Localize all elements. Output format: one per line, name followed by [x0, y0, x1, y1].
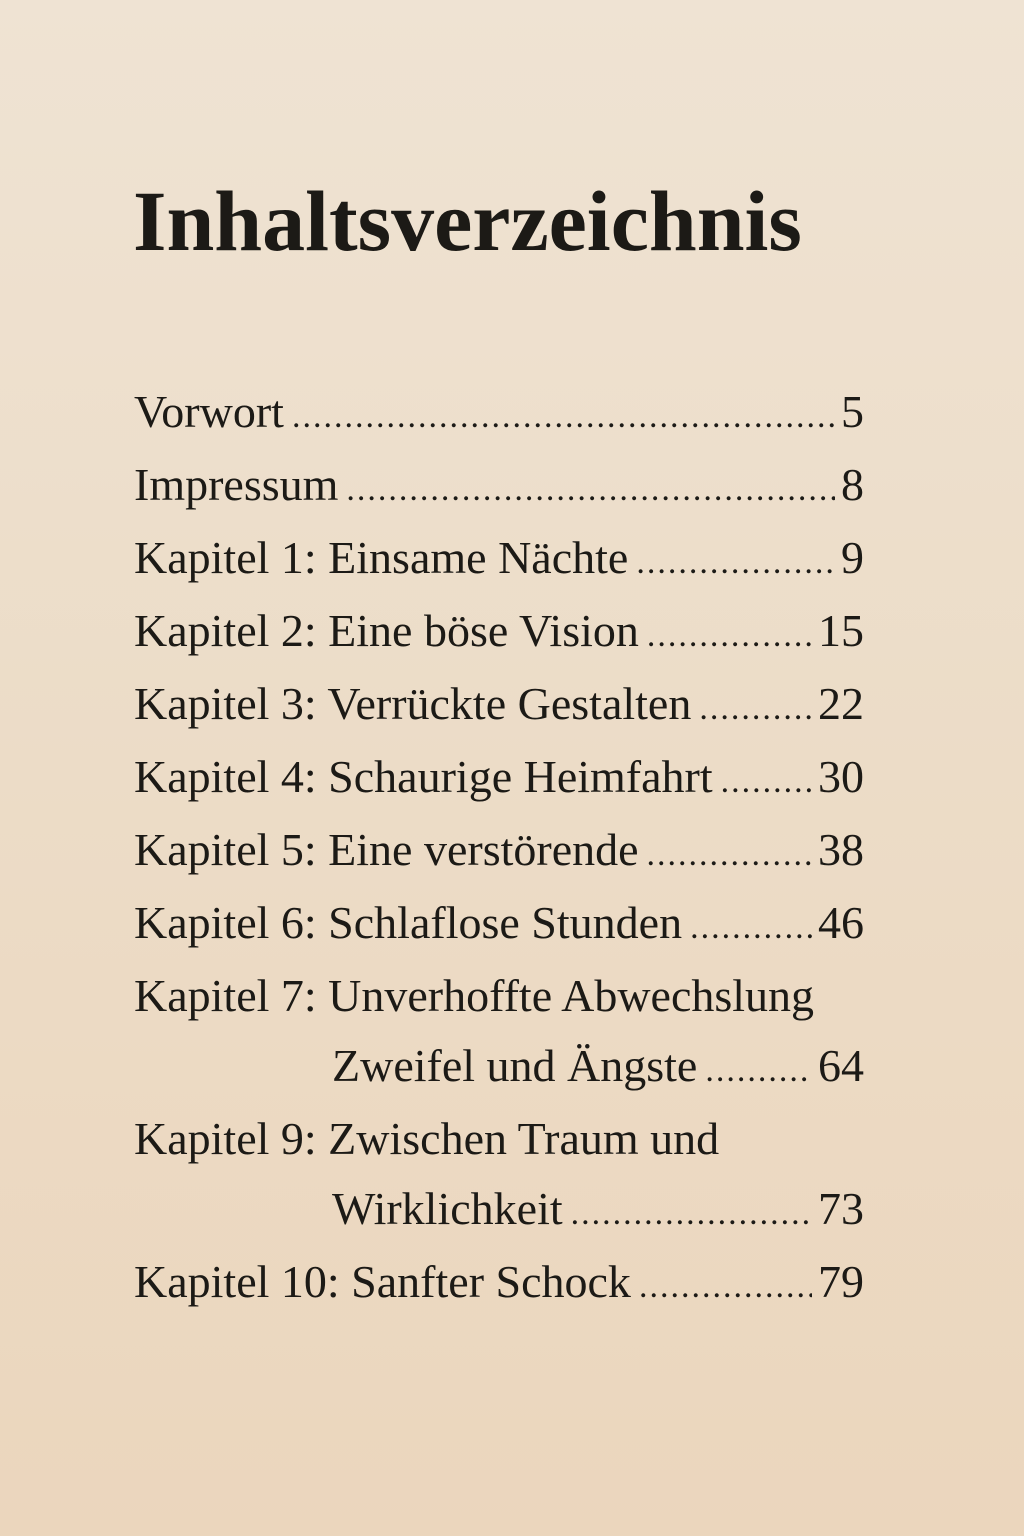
toc-entry-kapitel-6[interactable] [134, 895, 864, 968]
toc-entry-kapitel-2[interactable] [134, 603, 864, 676]
toc-entry-page: 38 [818, 824, 864, 875]
toc-entry-continuation-line [134, 1038, 864, 1111]
toc-entry-label: Kapitel 9: Zwischen Traum und [134, 1113, 720, 1164]
toc-entry-kapitel-5[interactable] [134, 822, 864, 895]
toc-entry-label: Kapitel 3: Verrückte Gestalten [134, 678, 692, 729]
toc-entry-kapitel-10[interactable] [134, 1254, 864, 1327]
dot-leader [647, 827, 812, 883]
toc-entry-label: Kapitel 10: Sanfter Schock [134, 1256, 631, 1307]
dot-leader [690, 900, 812, 956]
toc-entry-kapitel-3[interactable] [134, 676, 864, 749]
dot-leader [705, 1043, 812, 1099]
toc-entry-impressum[interactable] [134, 457, 864, 530]
toc-entry-page: 73 [818, 1183, 864, 1234]
toc-entry-label: Kapitel 5: Eine verstörende [134, 824, 639, 875]
toc-entry-label: Impressum [134, 459, 339, 510]
toc-entry-continuation: Wirklichkeit [332, 1183, 563, 1234]
toc-entry-kapitel-1[interactable] [134, 530, 864, 603]
toc-entry-label: Kapitel 6: Schlaflose Stunden [134, 897, 683, 948]
toc-entry-label: Kapitel 4: Schaurige Heimfahrt [134, 751, 713, 802]
dot-leader [639, 1259, 812, 1315]
toc-entry-label: Kapitel 7: Unverhoffte Abwechslung [134, 970, 815, 1021]
toc-entry-page: 22 [818, 678, 864, 729]
toc-entry-page: 15 [818, 605, 864, 656]
toc-entry-kapitel-7[interactable] [134, 968, 864, 1111]
toc-entry-kapitel-4[interactable] [134, 749, 864, 822]
table-of-contents [134, 384, 864, 1327]
toc-entry-continuation: Zweifel und Ängste [332, 1040, 698, 1091]
toc-entry-label: Vorwort [134, 386, 284, 437]
dot-leader [721, 754, 812, 810]
toc-entry-page: 30 [818, 751, 864, 802]
dot-leader [647, 608, 812, 664]
toc-entry-kapitel-9[interactable] [134, 1111, 864, 1254]
toc-entry-page: 46 [818, 897, 864, 948]
toc-entry-continuation-line [134, 1181, 864, 1254]
toc-entry-page: 5 [841, 386, 864, 437]
dot-leader [571, 1186, 812, 1242]
toc-entry-label: Kapitel 1: Einsame Nächte [134, 532, 629, 583]
toc-entry-label: Kapitel 2: Eine böse Vision [134, 605, 639, 656]
page-title: Inhaltsverzeichnis [133, 173, 802, 269]
toc-entry-page: 8 [841, 459, 864, 510]
dot-leader [636, 535, 835, 591]
toc-entry-page: 9 [841, 532, 864, 583]
toc-entry-page: 79 [818, 1256, 864, 1307]
dot-leader [346, 462, 835, 518]
dot-leader [292, 389, 835, 445]
toc-entry-vorwort[interactable] [134, 384, 864, 457]
toc-entry-page: 64 [818, 1040, 864, 1091]
dot-leader [699, 681, 812, 737]
